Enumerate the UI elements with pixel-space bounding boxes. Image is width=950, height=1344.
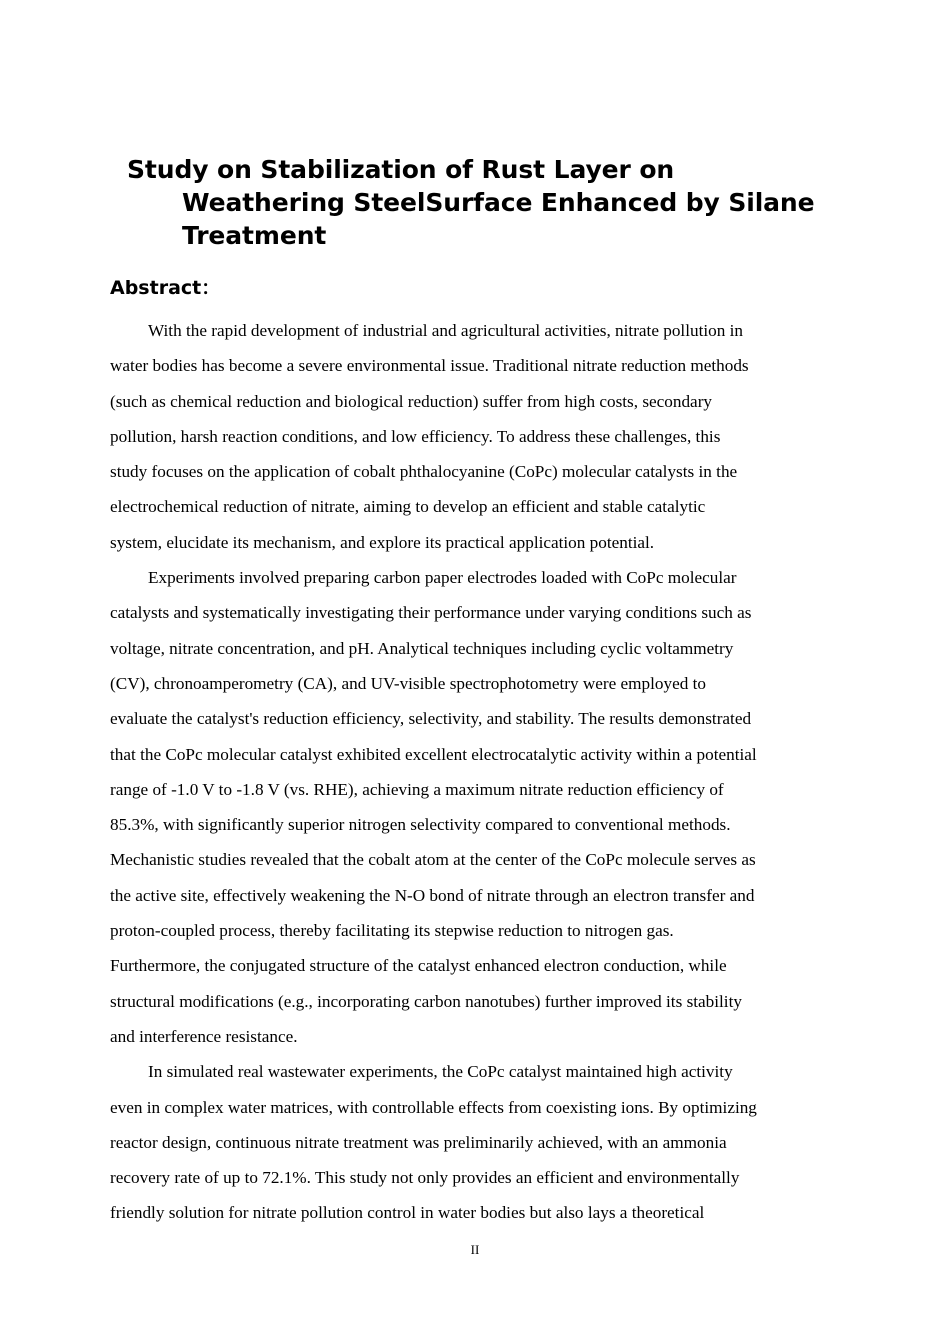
text-line: range of -1.0 V to -1.8 V (vs. RHE), achieving a maximum nitrate reduction efficiency of (110, 779, 724, 799)
text-line: structural modifications (e.g., incorporating carbon nanotubes) further improved its stability (110, 991, 742, 1011)
text-line: system, elucidate its mechanism, and explore its practical application potential. (110, 532, 655, 552)
text-line: catalysts and systematically investigating their performance under varying conditions such as (110, 603, 752, 623)
text-line: voltage, nitrate concentration, and pH. Analytical techniques including cyclic voltammetry (110, 638, 734, 658)
text-line: friendly solution for nitrate pollution control in water bodies but also lays a theoretical (110, 1203, 705, 1223)
title-line-2: Weathering SteelSurface Enhanced by Silane (182, 187, 815, 217)
text-line: In simulated real wastewater experiments, the CoPc catalyst maintained high activity (148, 1062, 733, 1082)
abstract-paragraph-2 (110, 560, 842, 1054)
text-line: Furthermore, the conjugated structure of the catalyst enhanced electron conduction, while (110, 956, 727, 976)
text-line: (CV), chronoamperometry (CA), and UV-visible spectrophotometry were employed to (110, 673, 706, 693)
text-line: water bodies has become a severe environmental issue. Traditional nitrate reduction methods (110, 356, 749, 376)
abstract-paragraph-1 (110, 313, 842, 560)
text-line: even in complex water matrices, with controllable effects from coexisting ions. By optimizing (110, 1097, 757, 1117)
title-line-3: Treatment (182, 220, 327, 250)
text-line: pollution, harsh reaction conditions, and low efficiency. To address these challenges, this (110, 426, 721, 446)
text-line: the active site, effectively weakening the N-O bond of nitrate through an electron transfer and (110, 885, 755, 905)
text-line: (such as chemical reduction and biological reduction) suffer from high costs, secondary (110, 391, 713, 411)
abstract-body (110, 313, 842, 1231)
text-line: that the CoPc molecular catalyst exhibited excellent electrocatalytic activity within a potential (110, 744, 757, 764)
text-line: evaluate the catalyst's reduction efficiency, selectivity, and stability. The results demonstrated (110, 709, 752, 729)
abstract-paragraph-3 (110, 1054, 842, 1230)
text-line: study focuses on the application of cobalt phthalocyanine (CoPc) molecular catalysts in the (110, 462, 738, 482)
text-line: 85.3%, with significantly superior nitrogen selectivity compared to conventional methods. (110, 815, 731, 835)
text-line: and interference resistance. (110, 1026, 298, 1046)
title-line-1: Study on Stabilization of Rust Layer on (127, 154, 675, 184)
text-line: proton-coupled process, thereby facilitating its stepwise reduction to nitrogen gas. (110, 921, 674, 941)
page-number: II (470, 1242, 480, 1257)
text-line: recovery rate of up to 72.1%. This study not only provides an efficient and environmentally (110, 1168, 740, 1188)
abstract-heading: Abstract： (110, 277, 221, 299)
text-line: Mechanistic studies revealed that the cobalt atom at the center of the CoPc molecule serves as (110, 850, 756, 870)
page-title (110, 153, 840, 252)
text-line: reactor design, continuous nitrate treatment was preliminarily achieved, with an ammonia (110, 1132, 727, 1152)
text-line: Experiments involved preparing carbon paper electrodes loaded with CoPc molecular (148, 568, 737, 588)
text-line: electrochemical reduction of nitrate, aiming to develop an efficient and stable catalytic (110, 497, 706, 517)
text-line: With the rapid development of industrial and agricultural activities, nitrate pollution in (148, 321, 743, 340)
